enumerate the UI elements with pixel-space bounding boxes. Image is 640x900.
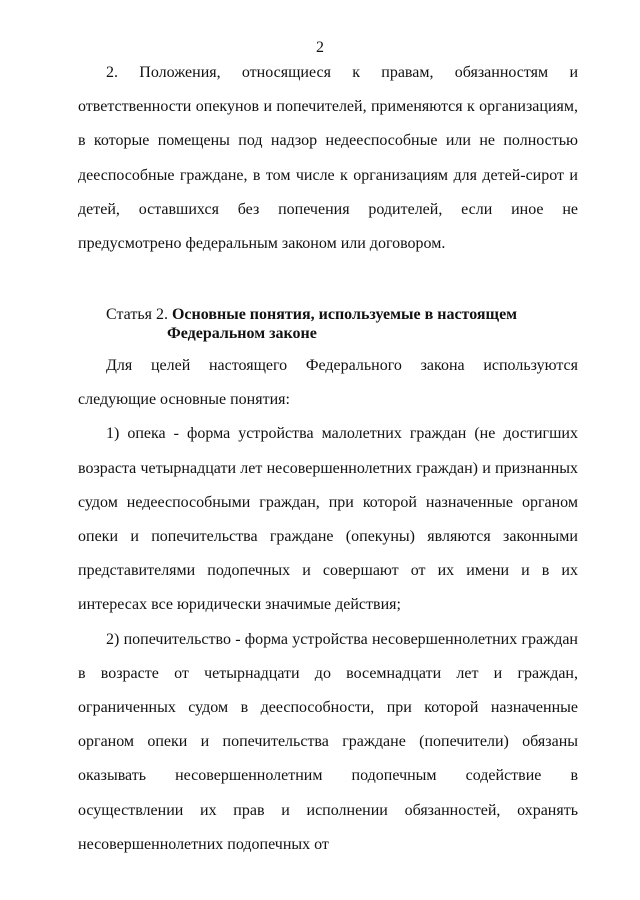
section-article (78, 349, 578, 862)
article-heading (106, 305, 578, 343)
article-title-line1: Основные понятия, используемые в настоящем (171, 306, 518, 323)
paragraph-definition-trusteeship: 2) попечительство - форма устройства несовершеннолетних граждан в возрасте от четырнадцати до восемнадцати лет и граждан, ограниченных судом в дееспособности, при которой назначенные органом опеки и попечительства граждане (попечители) обязаны оказывать несовершеннолетним подопечным содействие в осуществлении их прав и исполнении обязанностей, охранять несовершеннолетних подопечных от (78, 630, 578, 853)
paragraph-positions: 2. Положения, относящиеся к правам, обязанностям и ответственности опекунов и попечителей, применяются к организациям, в которые помещены под надзор недееспособные или не полностью дееспособные граждане, в том числе к организациям для детей-сирот и детей, оставшихся без попечения родителей, если иное не предусмотрено федеральным законом или договором. (78, 64, 578, 253)
paragraph-intro: Для целей настоящего Федерального закона используются следующие основные понятия: (78, 357, 578, 409)
paragraph-definition-guardianship: 1) опека - форма устройства малолетних граждан (не достигших возраста четырнадцати лет несовершеннолетних граждан) и признанных судом недееспособными граждан, при которой назначенные органом опеки и попечительства граждане (опекуны) являются законными представителями подопечных и совершают от их имени и в их интересах все юридически значимые действия; (78, 425, 578, 614)
article-label: Статья 2. (106, 306, 168, 323)
article-title-line2: Федеральном законе (167, 325, 317, 342)
page-number: 2 (316, 39, 324, 56)
section-top (78, 56, 578, 261)
